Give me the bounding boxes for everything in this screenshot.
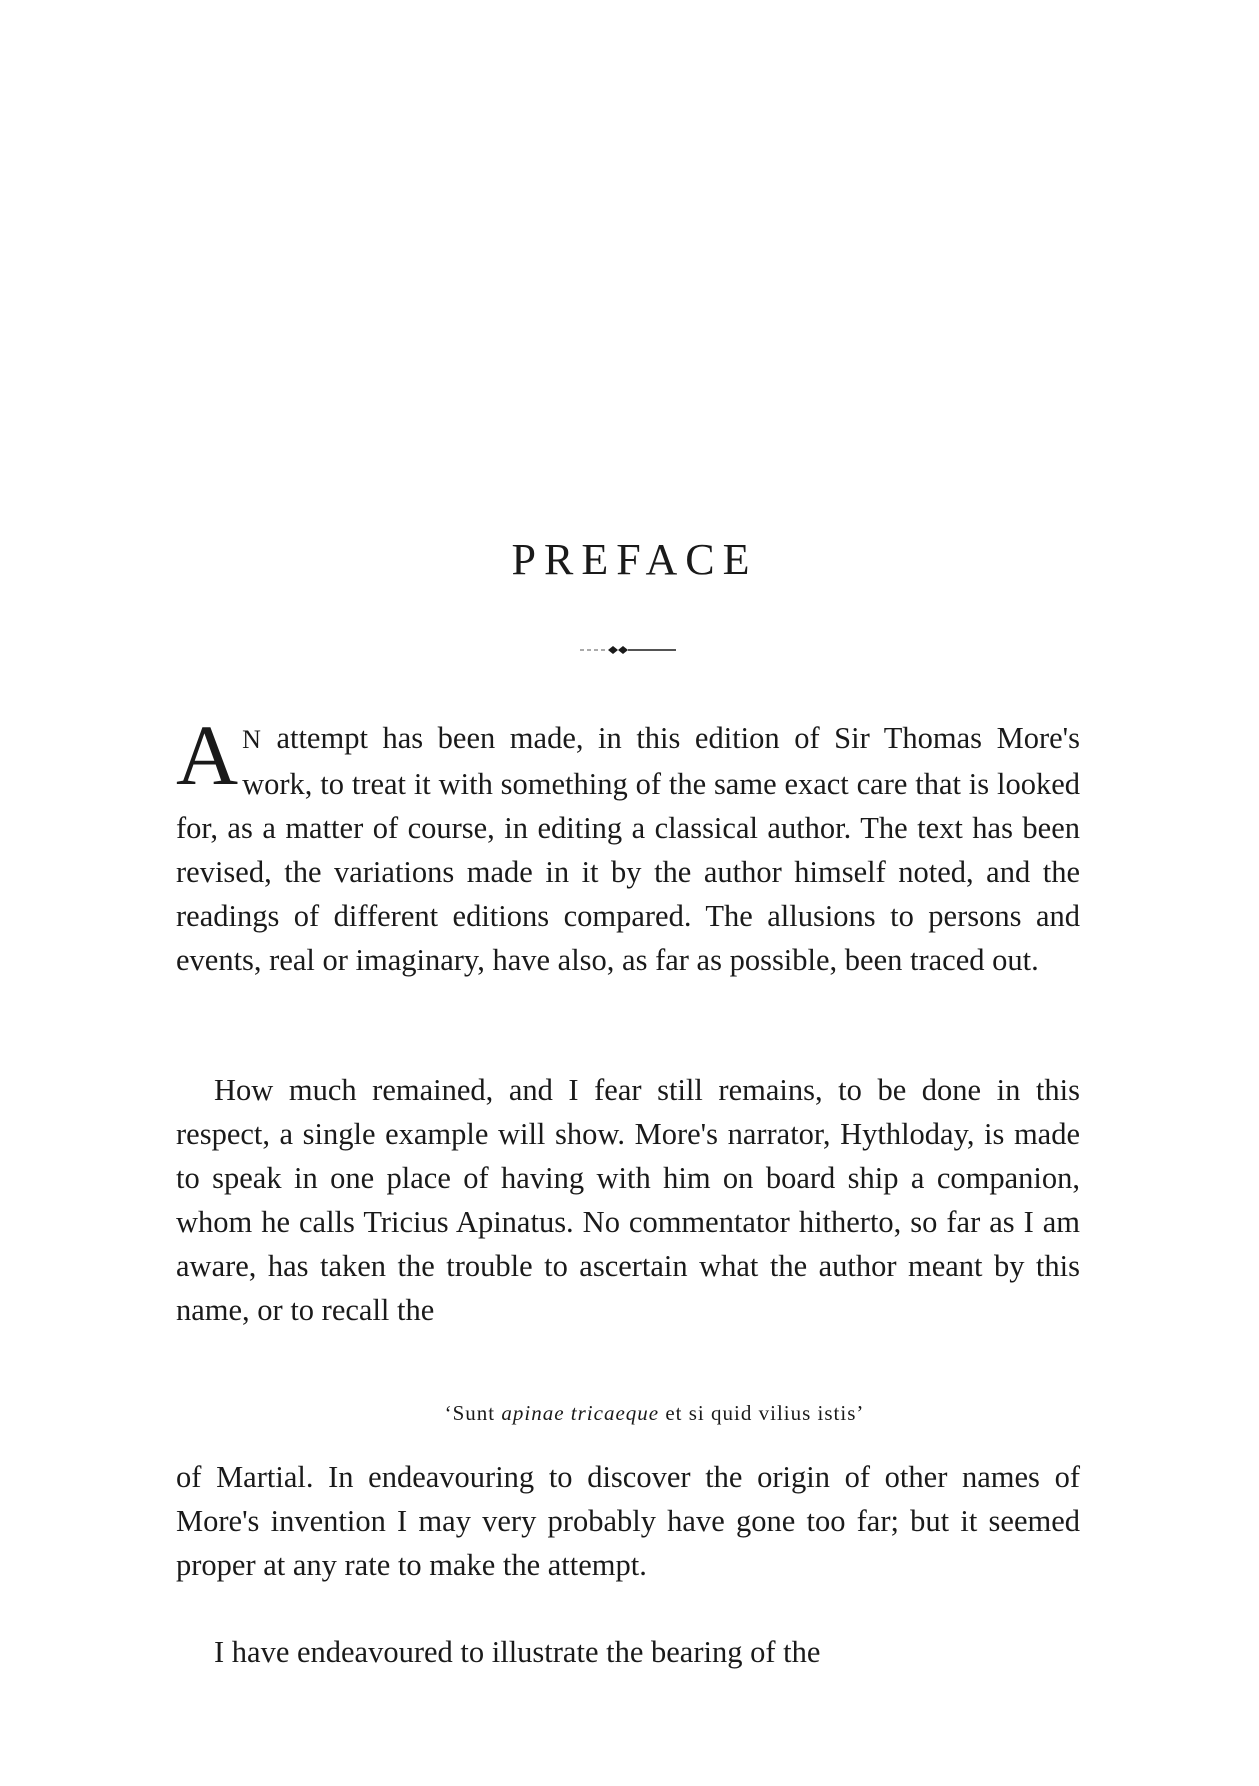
small-caps-letter: N — [242, 725, 262, 754]
paragraph-4-text: I have endeavoured to illustrate the bearing of the — [214, 1635, 821, 1669]
ornament-divider — [580, 644, 676, 656]
paragraph-2-text: How much remained, and I fear still remains, to be done in this respect, a single example will show. More's narrator, Hythloday, is made to speak in one place of having with him on board ship a companion, whom he calls Tricius Apinatus. No commentator hitherto, so far as I am aware, has taken the trouble to ascertain what the author meant by this name, or to recall the — [176, 1073, 1080, 1327]
drop-cap: A — [176, 707, 239, 803]
quotation-open: ‘Sunt — [444, 1401, 502, 1425]
latin-quotation — [0, 1398, 1259, 1428]
paragraph-3 — [176, 1455, 1080, 1587]
page-title: PREFACE — [511, 535, 758, 584]
paragraph-4 — [176, 1630, 1080, 1674]
quotation-rest: et si quid vilius istis’ — [659, 1401, 865, 1425]
paragraph-3-text: of Martial. In endeavouring to discover the origin of other names of More's invention I may very probably have gone too far; but it seemed proper at any rate to make the attempt. — [176, 1460, 1080, 1582]
quotation-italic: apinae tricaeque — [501, 1401, 660, 1425]
paragraph-1 — [176, 707, 1080, 982]
paragraph-1-text: attempt has been made, in this edition of Sir Thomas More's work, to treat it with something of the same exact care that is looked for, as a matter of course, in editing a classical author. The text has been revised, the variations made in it by the author himself noted, and the readings of different editions compared. The allusions to persons and events, real or imaginary, have also, as far as possible, been traced out. — [176, 721, 1080, 977]
paragraph-2 — [176, 1068, 1080, 1332]
